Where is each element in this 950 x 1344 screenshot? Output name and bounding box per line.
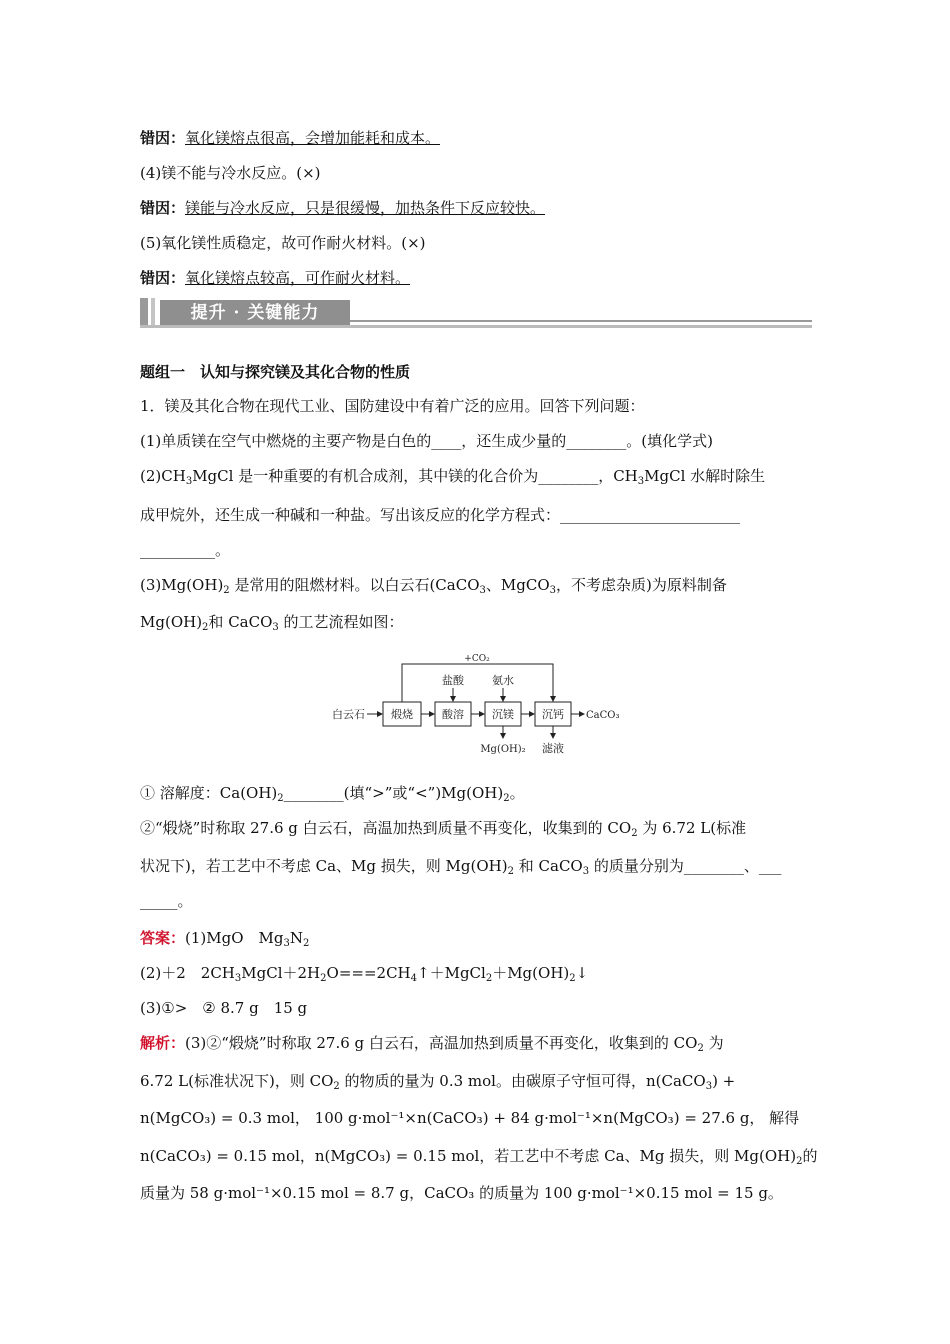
analysis-line-2: 6.72 L(标准状况下)，则 $CO_2$ 的物质的量为 0.3 mol。由碳原子守恒可得，n(CaCO$_3$) + [140, 1072, 736, 1092]
answer-line-3: (3)①> ② 8.7 g 15 g [140, 999, 308, 1017]
flow-box2-label: 酸溶 [442, 708, 464, 721]
text: 状况下)，若工艺中不考虑 Ca、Mg 损失，则 Mg(OH) [140, 857, 508, 875]
text: n(CaCO₃) = 0.15 mol，n(MgCO₃) = 0.15 mol，若工艺中不考虑 Ca、Mg 损失，则 Mg(OH) [140, 1147, 797, 1165]
answer-line-1: 答案：(1)MgO $Mg_3N_2$ [140, 929, 310, 949]
text: 、MgCO [485, 576, 550, 594]
error-label: 错因： [140, 129, 186, 147]
error-text: 氧化镁熔点很高，会增加能耗和成本。 [185, 129, 441, 147]
text: ↑＋MgCl [417, 964, 486, 982]
text: ) + [712, 1072, 736, 1090]
banner-title: 提升 · 关键能力 [160, 300, 350, 326]
text: O===2CH [326, 964, 411, 982]
flow-box3-label: 沉镁 [492, 708, 514, 721]
error-label: 错因： [140, 199, 186, 217]
flow-start-label: 白云石 [332, 708, 365, 721]
sub-question-1: ① 溶解度：$Ca(OH)_2\_\_\_\_\_\_\_\_$(填“>”或“$<”)Mg(OH)_2$。 [140, 784, 525, 804]
group-title: 题组一 认知与探究镁及其化合物的性质 [140, 363, 411, 381]
flow-co2-label: +CO₂ [464, 654, 490, 664]
analysis-label: 解析： [140, 1034, 186, 1052]
question-part-2-line2: 成甲烷外，还生成一种碱和一种盐。写出该反应的化学方程式：________________________ [140, 506, 741, 524]
question-part-2-line3: __________。 [140, 541, 231, 559]
analysis-line-1: 解析：(3)②“煅烧”时称取 27.6 g 白云石，高温加热到质量不再变化，收集到的 $CO_2$ 为 [140, 1034, 724, 1054]
sub-question-2-line2: 状况下)，若工艺中不考虑 Ca、Mg 损失，则 $Mg(OH)_2$ 和 CaCO$_3$ 的质量分别为________、___ [140, 857, 782, 877]
flow-nh3-label: 氨水 [492, 674, 514, 687]
banner-bar [151, 298, 155, 328]
flow-mgoh2-label: Mg(OH)₂ [480, 744, 526, 755]
text: MgCl 水解时除生 [644, 467, 766, 485]
text: 是常用的阻燃材料。以白云石(CaCO [234, 576, 480, 594]
text: (2)CH [140, 467, 186, 485]
text: ，不考虑杂质)为原料制备 [556, 576, 727, 594]
text: ① 溶解度：Ca(OH) [140, 784, 278, 802]
error-text: 氧化镁熔点较高，可作耐火材料。 [185, 269, 411, 287]
error-label: 错因： [140, 269, 186, 287]
text: 的质量分别为________、___ [593, 857, 782, 875]
analysis-line-3: n(MgCO₃) = 0.3 mol， 100 g·mol⁻¹×n(CaCO₃) + 84 g·mol⁻¹×n(MgCO₃) = 27.6 g， 解得 [140, 1109, 800, 1127]
analysis-line-4: n(CaCO₃) = 0.15 mol，n(MgCO₃) = 0.15 mol，若工艺中不考虑 Ca、Mg 损失，则 $Mg(OH)_2$的 [140, 1147, 818, 1167]
text: Mg(OH) [140, 613, 203, 631]
text: 6.72 L(标准状况下)，则 CO [140, 1072, 334, 1090]
banner-bar [140, 298, 148, 328]
flow-hcl-label: 盐酸 [442, 674, 464, 687]
text: 和 CaCO [518, 857, 583, 875]
text: ＋Mg(OH) [492, 964, 570, 982]
process-flow-diagram [325, 650, 625, 760]
question-part-1: (1)单质镁在空气中燃烧的主要产物是白色的____，还生成少量的________。(填化学式) [140, 432, 713, 450]
section-banner [140, 298, 812, 330]
question-part-3-line2: $Mg(OH)_2$和 CaCO$_3$ 的工艺流程如图： [140, 613, 404, 633]
text: 为 [708, 1034, 724, 1052]
error-cause-3 [140, 268, 410, 288]
answer-line-2: (2)＋2 $2CH_3MgCl+2H_2O===2CH_4↑+MgCl_2+Mg(OH)_2↓$ [140, 964, 589, 984]
statement-5: (5)氧化镁性质稳定，故可作耐火材料。(×) [140, 234, 426, 252]
text: 的 [802, 1147, 818, 1165]
text: 和 CaCO [208, 613, 273, 631]
flow-box1-label: 煅烧 [391, 708, 413, 721]
sub-question-2-line3: _____。 [140, 892, 193, 910]
question-part-2: $(2)CH_3MgCl$ 是一种重要的有机合成剂，其中镁的化合价为________，$CH_3MgCl$ 水解时除生 [140, 467, 766, 487]
sub-question-2: ②“煅烧”时称取 27.6 g 白云石，高温加热到质量不再变化，收集到的 $CO_2$ 为 6.72 L(标准 [140, 819, 747, 839]
banner-rule [140, 325, 812, 328]
text: (3)②“煅烧”时称取 27.6 g 白云石，高温加热到质量不再变化，收集到的 CO [185, 1034, 698, 1052]
flow-product-label: CaCO₃ [586, 710, 620, 721]
error-cause-1 [140, 128, 440, 148]
question-intro: 1．镁及其化合物在现代工业、国防建设中有着广泛的应用。回答下列问题： [140, 397, 645, 415]
error-cause-2 [140, 198, 545, 218]
flow-filtrate-label: 滤液 [542, 742, 564, 755]
banner-rule [350, 320, 812, 322]
text: ↓ [575, 964, 589, 982]
flow-box4-label: 沉钙 [542, 708, 564, 721]
text: 的工艺流程如图： [283, 613, 404, 631]
text: (1)MgO Mg [185, 929, 284, 947]
error-text: 镁能与冷水反应，只是很缓慢，加热条件下反应较快。 [185, 199, 546, 217]
text: N [289, 929, 303, 947]
text: 。 [509, 784, 525, 802]
text: ②“煅烧”时称取 27.6 g 白云石，高温加热到质量不再变化，收集到的 CO [140, 819, 632, 837]
text: ________(填“>”或“<”)Mg(OH) [283, 784, 504, 802]
answer-label: 答案： [140, 929, 186, 947]
text: MgCl 是一种重要的有机合成剂，其中镁的化合价为________，CH [192, 467, 638, 485]
text: (2)＋2 2CH [140, 964, 235, 982]
text: MgCl＋2H [241, 964, 321, 982]
text: (3)Mg(OH) [140, 576, 224, 594]
analysis-line-5: 质量为 58 g·mol⁻¹×0.15 mol = 8.7 g，CaCO₃ 的质量为 100 g·mol⁻¹×0.15 mol = 15 g。 [140, 1184, 783, 1202]
text: 为 6.72 L(标准 [642, 819, 747, 837]
statement-4: (4)镁不能与冷水反应。(×) [140, 164, 321, 182]
question-part-3: $(3)Mg(OH)_2$ 是常用的阻燃材料。以白云石(CaCO$_3$、MgCO$_3$，不考虑杂质)为原料制备 [140, 576, 727, 596]
text: 的物质的量为 0.3 mol。由碳原子守恒可得，n(CaCO [344, 1072, 706, 1090]
